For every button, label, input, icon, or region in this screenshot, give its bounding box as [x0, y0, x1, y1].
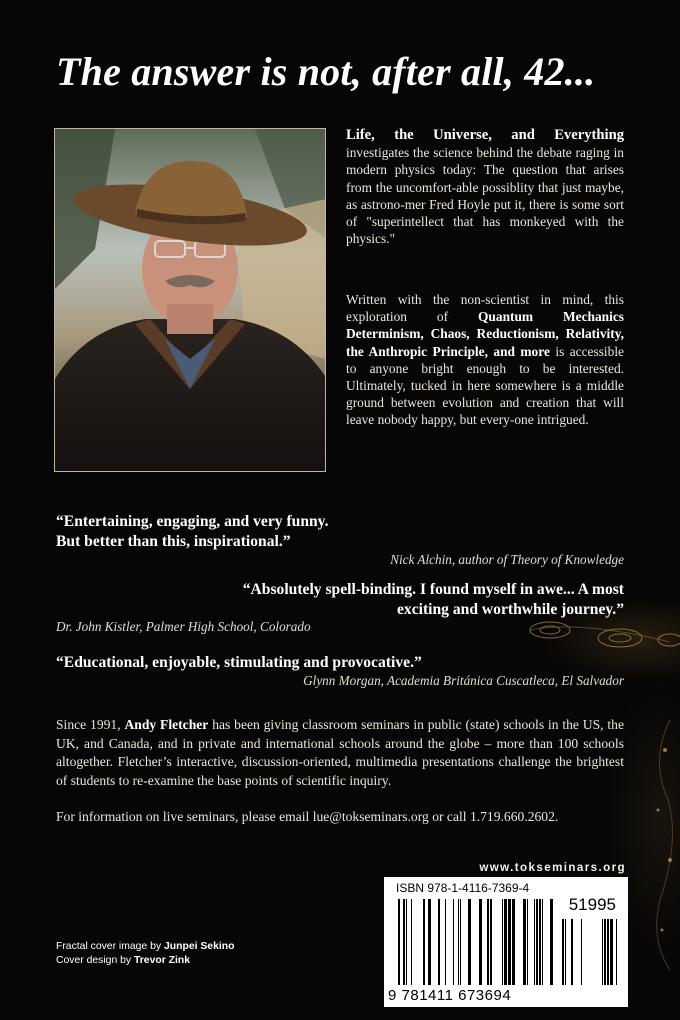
- author-name: Andy Fletcher: [124, 717, 209, 732]
- barcode-bar: [458, 899, 459, 985]
- cover-credits: [56, 940, 234, 968]
- barcode-bar: [460, 899, 461, 985]
- topics-post: is accessible to anyone bright enough to be interested. Ultimately, tucked in here somewhere is a middle ground between evolution and creation that will leave nobody happy, but every-one intrigued.: [346, 343, 625, 428]
- isbn-barcode: [384, 877, 628, 1007]
- barcode-digits: 9 781411 673694: [388, 987, 512, 1004]
- price-code: 51995: [568, 895, 616, 914]
- design-credit-label: Cover design by: [56, 955, 132, 966]
- barcode-bar: [502, 899, 503, 985]
- barcode-addon-bar: [571, 919, 573, 985]
- barcode-addon-bar: [581, 919, 582, 985]
- seminar-info: For information on live seminars, please email lue@tokseminars.org or call 1.719.660.2602.: [56, 809, 559, 824]
- headline: The answer is not, after all, 42...: [56, 49, 596, 94]
- quote-1-line-2: But better than this, inspirational.”: [56, 533, 291, 550]
- barcode-addon-bar: [562, 919, 564, 985]
- barcode-bar: [490, 899, 492, 985]
- barcode-addon-bar: [616, 919, 617, 985]
- website-url: www.tokseminars.org: [479, 861, 626, 874]
- barcode-addon-bar: [610, 919, 613, 985]
- barcode-bar: [445, 899, 446, 985]
- quote-3: “Educational, enjoyable, stimulating and provocative.”: [56, 654, 422, 671]
- author-bio: [56, 716, 624, 790]
- barcode-bar: [423, 899, 425, 985]
- barcode-addon-bar: [565, 919, 566, 985]
- barcode-bar: [468, 899, 471, 985]
- barcode-addon-bar: [602, 919, 603, 985]
- bio-pre: Since 1991,: [56, 717, 121, 732]
- barcode-bar: [539, 899, 541, 985]
- bio-post: has been giving classroom seminars in public (state) schools in the US, the UK, and Canada, and in private and international schools around the globe – more than 100 schools altogether. Fletcher’s interactive, discussion-oriented, multimedia presentations challenge the brightest of students to re-examine the base points of scientific inquiry.: [56, 717, 625, 788]
- barcode-bar: [534, 899, 535, 985]
- book-title: Life, the Universe, and Everything: [346, 127, 624, 143]
- quote-2-attribution: Dr. John Kistler, Palmer High School, Colorado: [56, 619, 311, 634]
- barcode-bar: [508, 899, 511, 985]
- barcode-bar: [479, 899, 482, 985]
- quote-1-attribution: Nick Alchin, author of Theory of Knowledge: [390, 552, 624, 567]
- barcode-bar: [504, 899, 507, 985]
- quote-1: [56, 512, 329, 552]
- author-portrait-illustration: [55, 129, 326, 472]
- quote-1-line-1: “Entertaining, engaging, and very funny.: [56, 513, 329, 530]
- barcode-bar: [536, 899, 538, 985]
- barcode-bar: [542, 899, 543, 985]
- barcode-bar: [527, 899, 528, 985]
- barcode-addon-bar: [604, 919, 606, 985]
- fractal-credit: [56, 940, 234, 954]
- quote-2-line-2: exciting and worthwhile journey.”: [397, 601, 624, 618]
- designer: Trevor Zink: [133, 955, 190, 966]
- barcode-bar: [487, 899, 489, 985]
- intro-paragraph: [346, 126, 624, 247]
- fractal-artist: Junpei Sekino: [164, 941, 235, 952]
- barcode-bar: [403, 899, 405, 985]
- intro-text: investigates the science behind the debate raging in modern physics today: The question that arises from the uncomfort-able possiblity that just maybe, as astrono-mer Fred Hoyle put it, there is some sort of "superintellect that has monkeyed with the physics.": [346, 145, 624, 247]
- barcode-bar: [523, 899, 526, 985]
- barcode-bar: [398, 899, 400, 985]
- topics-list: Quantum Mechanics Determinism, Chaos, Reductionism, Relativity, the Anthropic Principle, and more: [346, 309, 624, 359]
- barcode-bar: [550, 899, 553, 985]
- isbn-label: ISBN 978-1-4116-7369-4: [396, 881, 530, 895]
- topics-paragraph: [346, 291, 624, 429]
- barcode-bar: [406, 899, 407, 985]
- fractal-credit-label: Fractal cover image by: [56, 941, 162, 952]
- barcode-bar: [428, 899, 431, 985]
- barcode-bar: [411, 899, 412, 985]
- topics-pre: Written with the non-scientist in mind, this exploration of: [346, 292, 624, 325]
- quote-2-line-1: “Absolutely spell-binding. I found myself in awe... A most: [242, 581, 624, 598]
- barcode-addon-bar: [607, 919, 609, 985]
- author-photo: [54, 128, 326, 472]
- quote-3-attribution: Glynn Morgan, Academia Británica Cuscatleca, El Salvador: [303, 673, 624, 688]
- design-credit: [56, 954, 234, 968]
- barcode-bar: [438, 899, 440, 985]
- barcode-bar: [453, 899, 454, 985]
- barcode-bar: [512, 899, 515, 985]
